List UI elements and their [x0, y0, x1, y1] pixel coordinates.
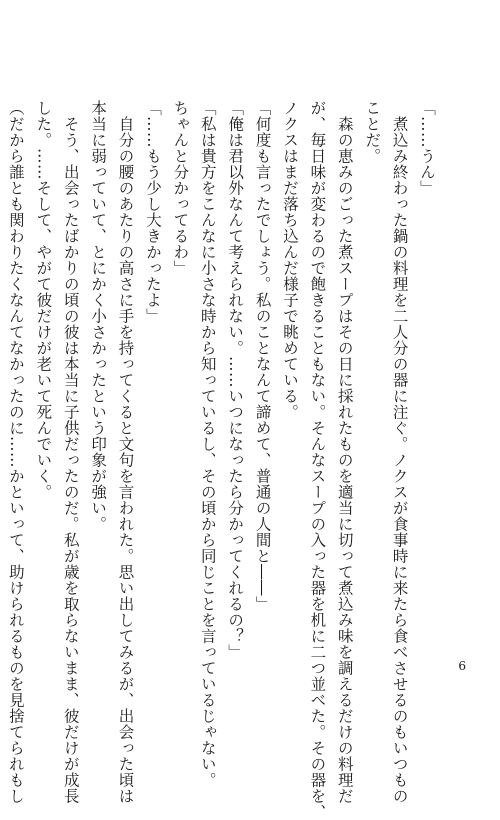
- text-line: 「何度も言ったでしょう。私のことなんて諦めて、普通の人間と――」: [253, 100, 272, 612]
- text-line: 「私は貴方をこんなに小さな時から知っているし、その頃から同じことを言っているじゃない。: [198, 100, 217, 788]
- text-line: 「……もう少し大きかったよ」: [143, 100, 162, 324]
- text-line: 「俺は君以外なんて考えられない。……いつになったら分かってくれるの？」: [226, 100, 245, 660]
- text-line: 森の恵みのごった煮スープはその日に採れたものを適当に切って煮込み味を調えるだけの料理だ: [335, 115, 354, 804]
- text-line: 本当に弱っていて、とにかく小さかったという印象が強い。: [89, 100, 108, 532]
- text-line: 「……うん」: [418, 100, 436, 196]
- text-line: ノクスはまだ落ち込んだ様子で眺めている。: [280, 100, 299, 420]
- text-line: （だから誰とも関わりたくなんてなかったのに……かといって、助けられるものを見捨てられもし: [6, 100, 25, 804]
- text-line: ちゃんと分かってるわ」: [171, 100, 190, 276]
- text-line: 煮込み終わった鍋の料理を二人分の器に注ぐ。ノクスが食事時に来たら食べさせるのもいつもの: [390, 115, 409, 804]
- text-line: した。……そして、やがて彼だけが老いて死んでいく。: [34, 100, 53, 500]
- text-line: ことだ。: [363, 100, 382, 164]
- page-number: 6: [458, 659, 466, 673]
- text-line: そう、出会ったばかりの頃の彼は本当に子供だったのだ。私が歳を取らないまま、彼だけが成長: [61, 115, 80, 804]
- text-line: 自分の腰のあたりの高さに手を持ってくると文句を言われた。思い出してみるが、出会った頃は: [116, 115, 135, 804]
- text-line: が、毎日味が変わるので飽きることもない。そんなスープの入った器を机に二つ並べた。その器を、: [308, 100, 327, 820]
- vertical-text-body: [0, 100, 440, 820]
